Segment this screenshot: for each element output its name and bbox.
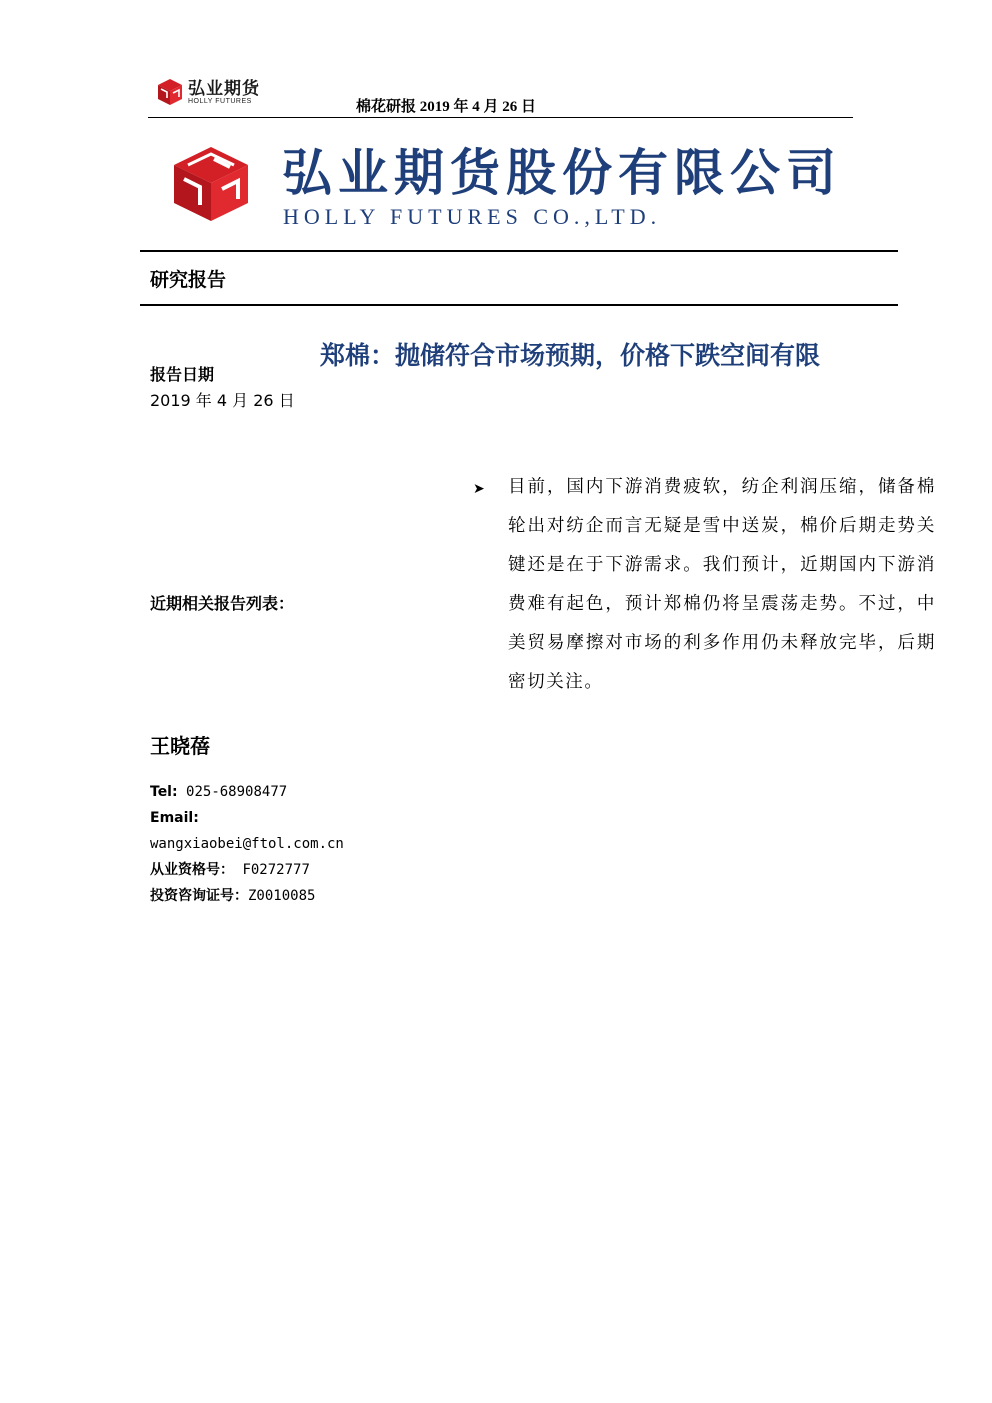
consult-value: Z0010085	[248, 888, 316, 904]
arrow-bullet-icon: ➤	[473, 481, 485, 497]
consult-label: 投资咨询证号：	[150, 888, 248, 904]
header-logo-text-cn: 弘业期货	[188, 79, 260, 99]
company-name-en: HOLLY FUTURES CO.,LTD.	[283, 204, 662, 229]
consult-row	[150, 883, 344, 909]
section-divider-bottom	[140, 304, 898, 306]
qualification-row	[150, 857, 344, 883]
related-reports-label: 近期相关报告列表：	[150, 594, 295, 613]
tel-row	[150, 779, 344, 805]
header-logo-text-en: HOLLY FUTURES	[188, 98, 252, 105]
qualification-value: F0272777	[242, 862, 310, 878]
header-report-line: 棉花研报 2019 年 4 月 26 日	[356, 99, 537, 115]
email-value-row	[150, 831, 344, 857]
report-date-label: 报告日期	[150, 365, 215, 384]
author-contact	[150, 779, 344, 909]
holly-futures-small-logo-icon	[155, 76, 185, 106]
email-row	[150, 805, 344, 831]
report-date-value: 2019 年 4 月 26 日	[150, 391, 295, 410]
section-divider-top	[140, 250, 898, 252]
qualification-label: 从业资格号：	[150, 862, 234, 878]
tel-value: 025-68908477	[186, 784, 288, 800]
holly-futures-logo-icon	[170, 145, 252, 223]
tel-label: Tel:	[150, 784, 178, 800]
email-value: wangxiaobei@ftol.com.cn	[150, 836, 344, 852]
section-label: 研究报告	[150, 269, 227, 291]
header-divider	[148, 117, 853, 118]
report-title: 郑棉：抛储符合市场预期，价格下跌空间有限	[320, 341, 821, 370]
email-label: Email:	[150, 810, 199, 826]
report-summary: 目前，国内下游消费疲软，纺企利润压缩，储备棉轮出对纺企而言无疑是雪中送炭，棉价后期走势关键还是在于下游需求。我们预计，近期国内下游消费难有起色，预计郑棉仍将呈震荡走势。不过，中美贸易摩擦对市场的利多作用仍未释放完毕，后期密切关注。	[508, 477, 936, 692]
author-name: 王晓蓓	[150, 734, 210, 758]
company-name-cn: 弘业期货股份有限公司	[282, 143, 842, 202]
